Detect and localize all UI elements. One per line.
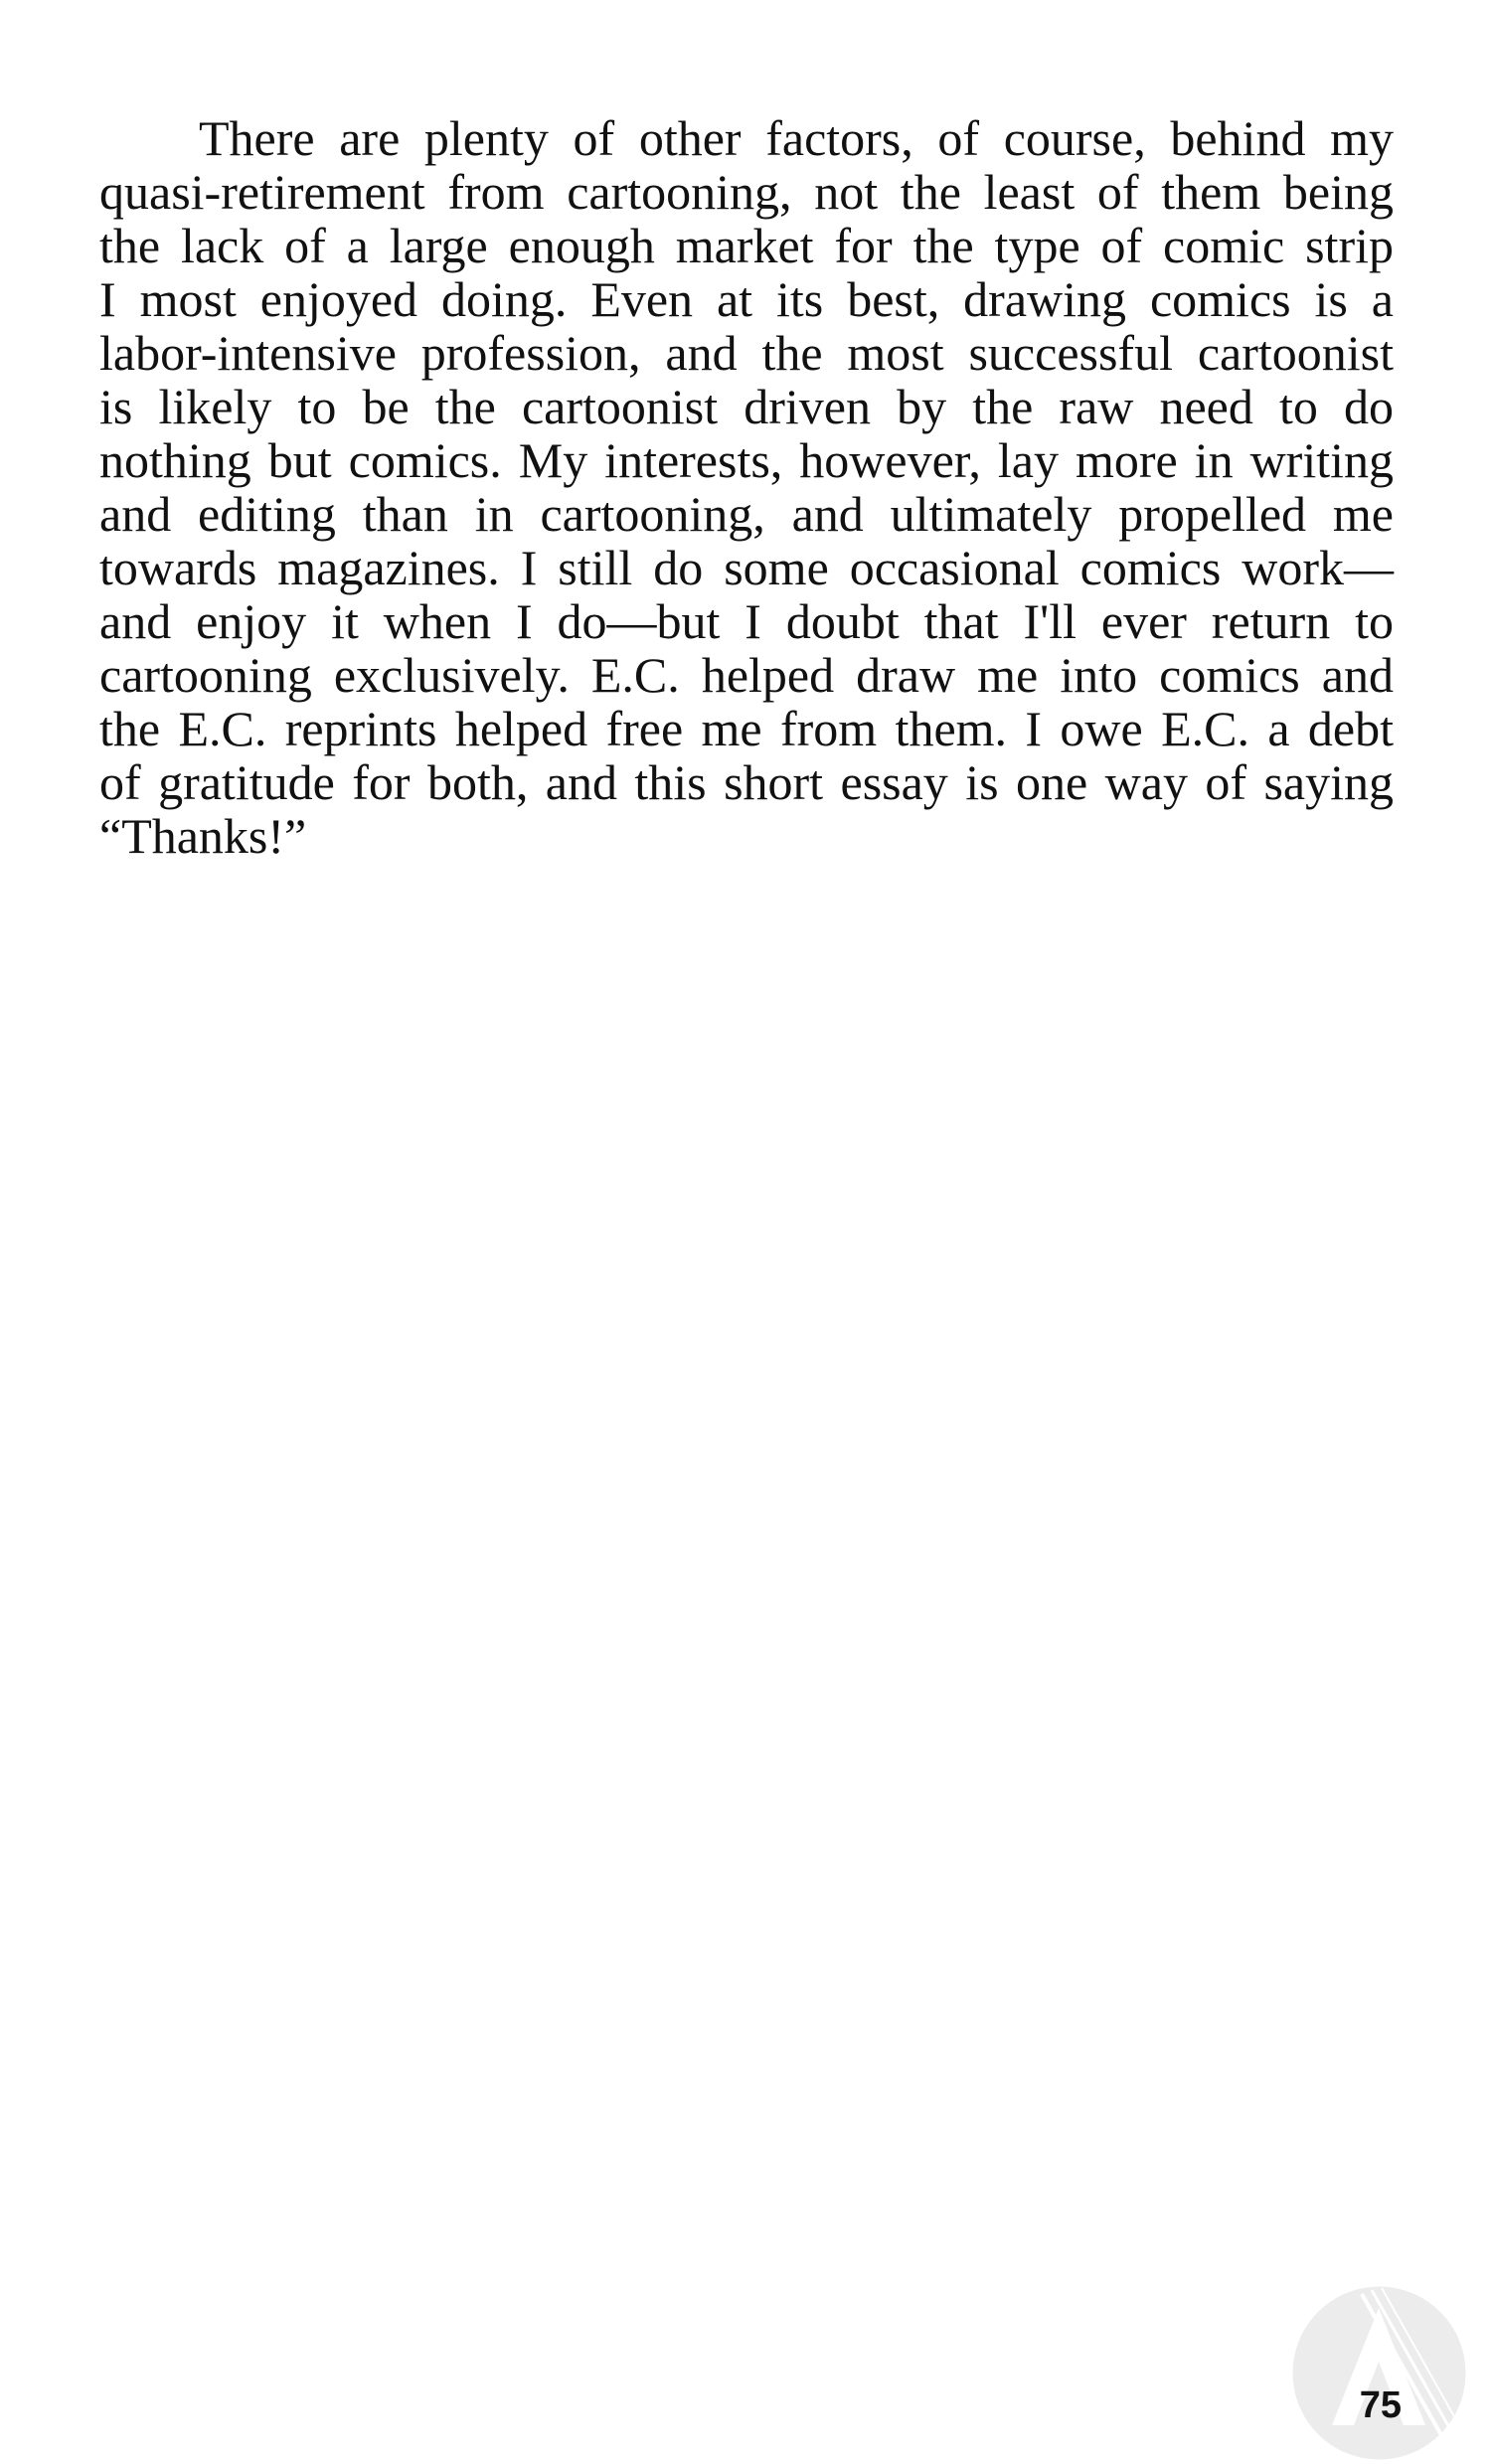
- paragraph-line-13: of gratitude for both, and this short essay is one way of saying: [99, 754, 1394, 810]
- paragraph-line-14: “Thanks!”: [99, 808, 307, 864]
- body-paragraph: [99, 111, 1394, 863]
- paragraph-line-6: is likely to be the cartoonist driven by the raw need to do: [99, 379, 1394, 434]
- paragraph-line-11: cartooning exclusively. E.C. helped draw me into comics and: [99, 647, 1394, 703]
- triangle-logo-watermark-icon: [1292, 2286, 1466, 2460]
- paragraph-line-4: I most enjoyed doing. Even at its best, drawing comics is a: [99, 271, 1394, 327]
- paragraph-line-8: and editing than in cartooning, and ultimately propelled me: [99, 486, 1394, 542]
- paragraph-line-2: quasi-retirement from cartooning, not the least of them being: [99, 164, 1394, 220]
- paragraph-line-5: labor-intensive profession, and the most successful cartoonist: [99, 325, 1394, 381]
- paragraph-line-3: the lack of a large enough market for the type of comic strip: [99, 218, 1394, 273]
- paragraph-line-9: towards magazines. I still do some occasional comics work—: [99, 540, 1394, 595]
- paragraph-line-1: There are plenty of other factors, of course, behind my: [199, 110, 1394, 166]
- paragraph-line-7: nothing but comics. My interests, however, lay more in writing: [99, 432, 1394, 488]
- paragraph-line-10: and enjoy it when I do—but I doubt that I'll ever return to: [99, 593, 1394, 649]
- paragraph-line-12: the E.C. reprints helped free me from them. I owe E.C. a debt: [99, 701, 1394, 756]
- page-number: 75: [1359, 2384, 1402, 2426]
